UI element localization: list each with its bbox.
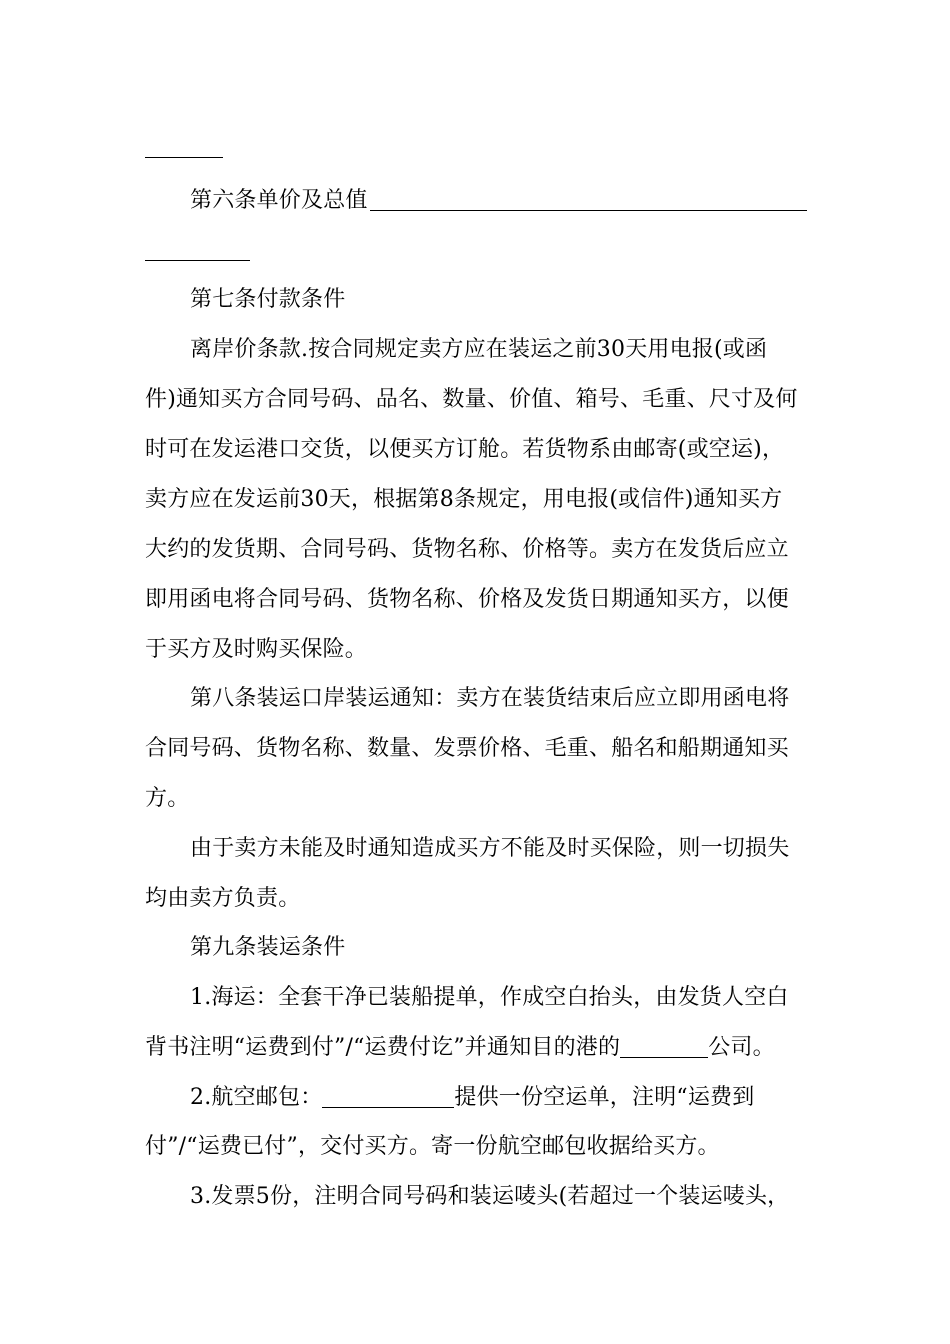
article-9-item-2-line-1: 2.航空邮包： 提供一份空运单，注明“运费到 [190, 1085, 755, 1110]
article-7-para-line-3: 时可在发运港口交货，以便买方订舱。若货物系由邮寄(或空运)， [145, 437, 785, 462]
article-9-heading: 第九条装运条件 [190, 935, 346, 960]
article-6-blank-rule [370, 210, 807, 211]
article-8-para-line-3: 方。 [145, 786, 190, 811]
article-7-heading: 第七条付款条件 [190, 287, 346, 312]
article-7-para-line-7: 于买方及时购买保险。 [145, 637, 368, 662]
article-7-para-line-1: 离岸价条款.按合同规定卖方应在装运之前30天用电报(或函 [190, 337, 768, 362]
article-7-para-line-2: 件)通知买方合同号码、品名、数量、价值、箱号、毛重、尺寸及何 [145, 387, 798, 412]
article-9-item-1-line-1: 1.海运：全套干净已装船提单，作成空白抬头，由发货人空白 [190, 985, 789, 1010]
article-6-blank-rule-continued [145, 260, 250, 261]
article-9-item-3-line-1: 3.发票5份，注明合同号码和装运唛头(若超过一个装运唛头， [190, 1184, 790, 1209]
article-7-para-line-6: 即用函电将合同号码、货物名称、价格及发货日期通知买方，以便 [145, 587, 789, 612]
article-9-item-2-line-2: 付”/“运费已付”，交付买方。寄一份航空邮包收据给买方。 [145, 1134, 720, 1159]
article-8-para-line-2: 合同号码、货物名称、数量、发票价格、毛重、船名和船期通知买 [145, 736, 789, 761]
article-7-para-line-5: 大约的发货期、合同号码、货物名称、价格等。卖方在发货后应立 [145, 537, 789, 562]
liability-para-line-2: 均由卖方负责。 [145, 886, 301, 911]
article-6-heading: 第六条单价及总值 [190, 188, 368, 213]
liability-para-line-1: 由于卖方未能及时通知造成买方不能及时买保险，则一切损失 [190, 836, 790, 861]
airway-blank [322, 1087, 454, 1108]
article-8-para-line-1: 第八条装运口岸装运通知：卖方在装货结束后应立即用函电将 [190, 686, 790, 711]
article-9-item-1-line-2: 背书注明“运费到付”/“运费付讫”并通知目的港的 公司。 [145, 1035, 775, 1060]
destination-company-blank [620, 1037, 708, 1058]
article-7-para-line-4: 卖方应在发运前30天，根据第8条规定，用电报(或信件)通知买方 [145, 487, 783, 512]
blank-rule-top [145, 157, 223, 158]
